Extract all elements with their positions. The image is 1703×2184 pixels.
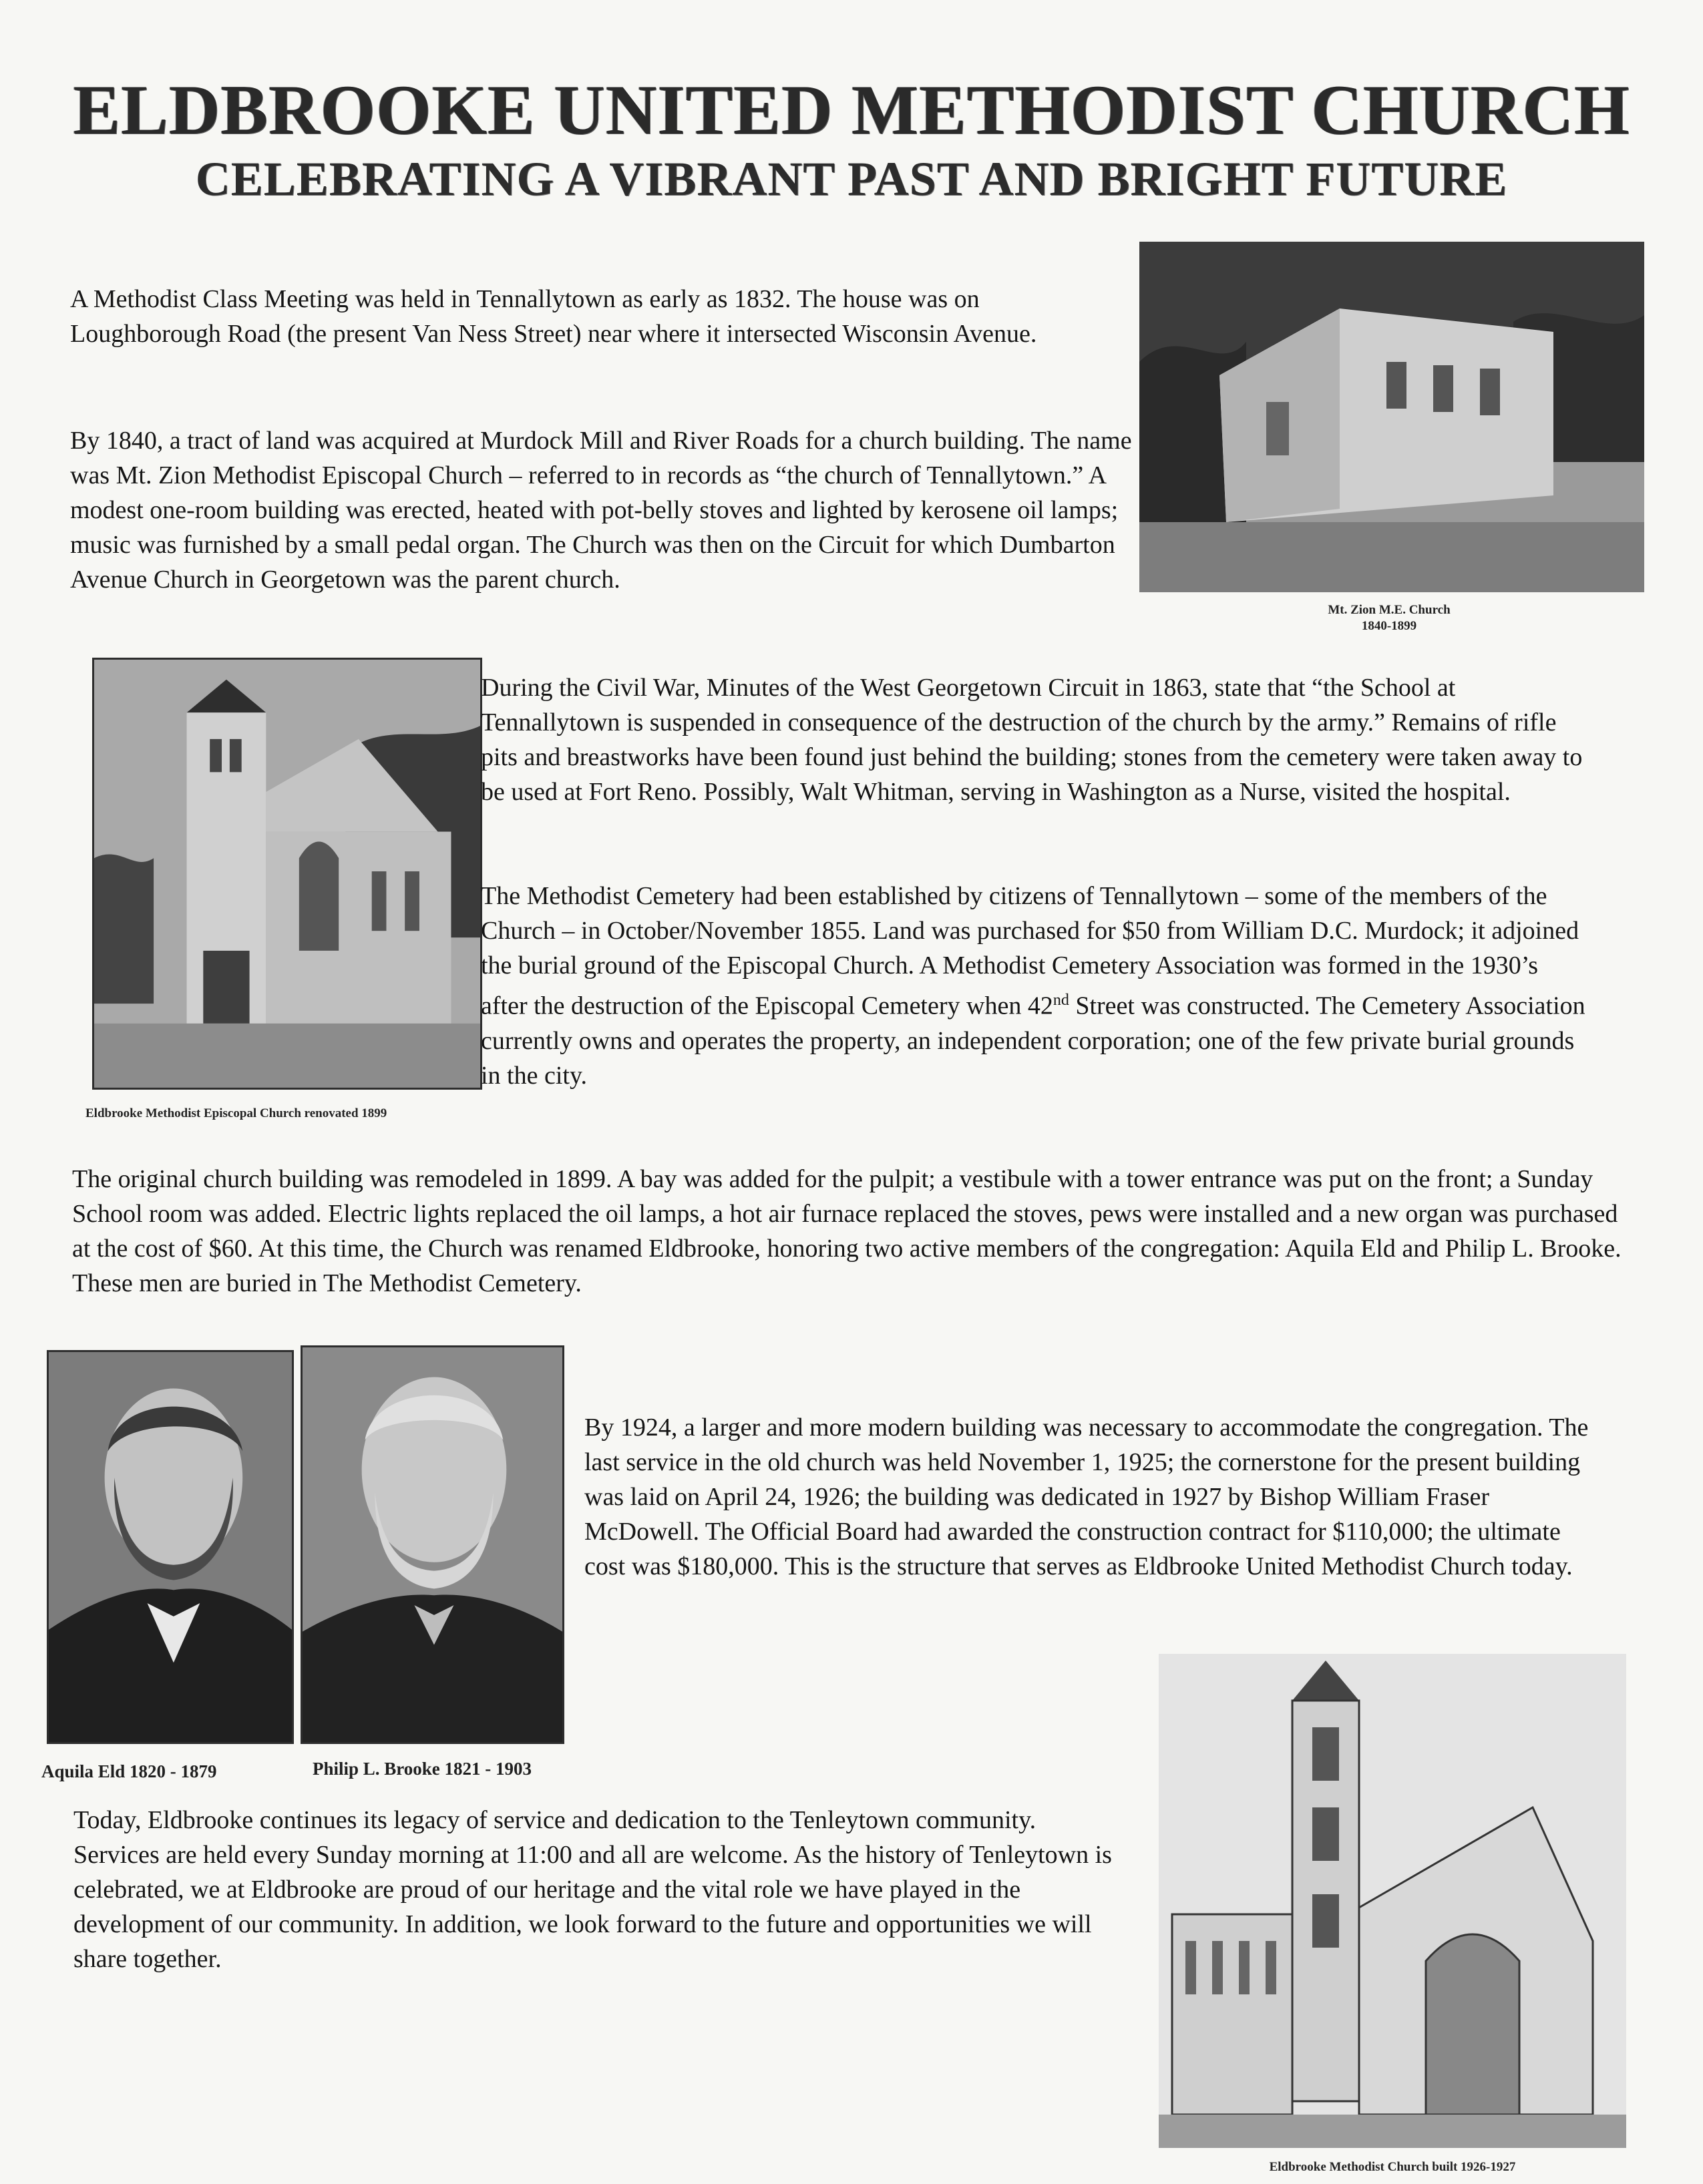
page-title: ELDBROOKE UNITED METHODIST CHURCH xyxy=(73,71,1630,149)
caption-renovated: Eldbrooke Methodist Episcopal Church renovated 1899 xyxy=(85,1106,387,1120)
paragraph-remodeled: The original church building was remodeled in 1899. A bay was added for the pulpit; a vestibule with a tower entrance was put on the front; a Sunday School room was added. Electric lights replaced the oil lamps, a hot air furnace replaced the stoves, pews were installed and a new organ was purchased at the cost of $60. At this time, the Church was renamed Eldbrooke, honoring two active members of the congregation: Aquila Eld and Philip L. Brooke. These men are buried in The Methodist Cemetery. xyxy=(72,1165,1622,1297)
paragraph-class-meeting: A Methodist Class Meeting was held in Tennallytown as early as 1832. The house was on Loughborough Road (the present Van Ness Street) near where it intersected Wisconsin Avenue. xyxy=(70,285,1037,348)
caption-philip-brooke: Philip L. Brooke 1821 - 1903 xyxy=(313,1759,532,1779)
caption-mt-zion xyxy=(1289,602,1489,634)
page-subtitle: CELEBRATING A VIBRANT PAST AND BRIGHT FUTURE xyxy=(195,152,1508,206)
cemetery-text-part-1: The Methodist Cemetery had been established by citizens of Tennallytown – some of the members of the Church – in October/November 1855. Land was purchased for $50 from William D.C. Murdock; it adjoined the burial ground of the Episcopal Church. A Methodist Cemetery Association was formed in the 1930’s after the destruction of the Episcopal Cemetery when 42 xyxy=(481,882,1579,1020)
new-church-photo xyxy=(1159,1654,1626,2148)
caption-mt-zion-name: Mt. Zion M.E. Church xyxy=(1328,603,1451,617)
caption-aquila-eld: Aquila Eld 1820 - 1879 xyxy=(41,1761,217,1781)
ordinal-suffix: nd xyxy=(1053,992,1069,1009)
caption-mt-zion-years: 1840-1899 xyxy=(1361,619,1417,633)
caption-new-church: Eldbrooke Methodist Church built 1926-1927 xyxy=(1269,2160,1516,2174)
aquila-eld-portrait xyxy=(47,1350,294,1744)
cemetery-text-part-2: Street was constructed. The Cemetery Association currently owns and operates the property, an independent corporation; one of the few private burial grounds in the city. xyxy=(481,992,1585,1090)
mt-zion-church-photo xyxy=(1139,242,1644,592)
philip-brooke-portrait xyxy=(301,1345,564,1744)
paragraph-civil-war: During the Civil War, Minutes of the West Georgetown Circuit in 1863, state that “the School at Tennallytown is suspended in consequence of the destruction of the church by the army.” Remains of rifle pits and breastworks have been found just behind the building; stones from the cemetery were taken away to be used at Fort Reno. Possibly, Walt Whitman, serving in Washington as a Nurse, visited the hospital. xyxy=(481,674,1583,806)
paragraph-mt-zion: By 1840, a tract of land was acquired at Murdock Mill and River Roads for a church building. The name was Mt. Zion Methodist Episcopal Church – referred to in records as “the church of Tennallytown.” A modest one-room building was erected, heated with pot-belly stoves and lighted by kerosene oil lamps; music was furnished by a small pedal organ. The Church was then on the Circuit for which Dumbarton Avenue Church in Georgetown was the parent church. xyxy=(70,427,1132,594)
paragraph-new-building: By 1924, a larger and more modern building was necessary to accommodate the congregation. The last service in the old church was held November 1, 1925; the cornerstone for the present building was laid on April 24, 1926; the building was dedicated in 1927 by Bishop William Fraser McDowell. The Official Board had awarded the construction contract for $110,000; the ultimate cost was $180,000. This is the structure that serves as Eldbrooke United Methodist Church today. xyxy=(584,1413,1589,1580)
paragraph-today: Today, Eldbrooke continues its legacy of service and dedication to the Tenleytown community. Services are held every Sunday morning at 11:00 and all are welcome. As the history of Tenleytown is celebrated, we at Eldbrooke are proud of our heritage and the vital role we have played in the development of our community. In addition, we look forward to the future and opportunities we will share together. xyxy=(73,1806,1112,1973)
paragraph-cemetery xyxy=(481,879,1589,1093)
renovated-church-photo xyxy=(92,658,482,1090)
